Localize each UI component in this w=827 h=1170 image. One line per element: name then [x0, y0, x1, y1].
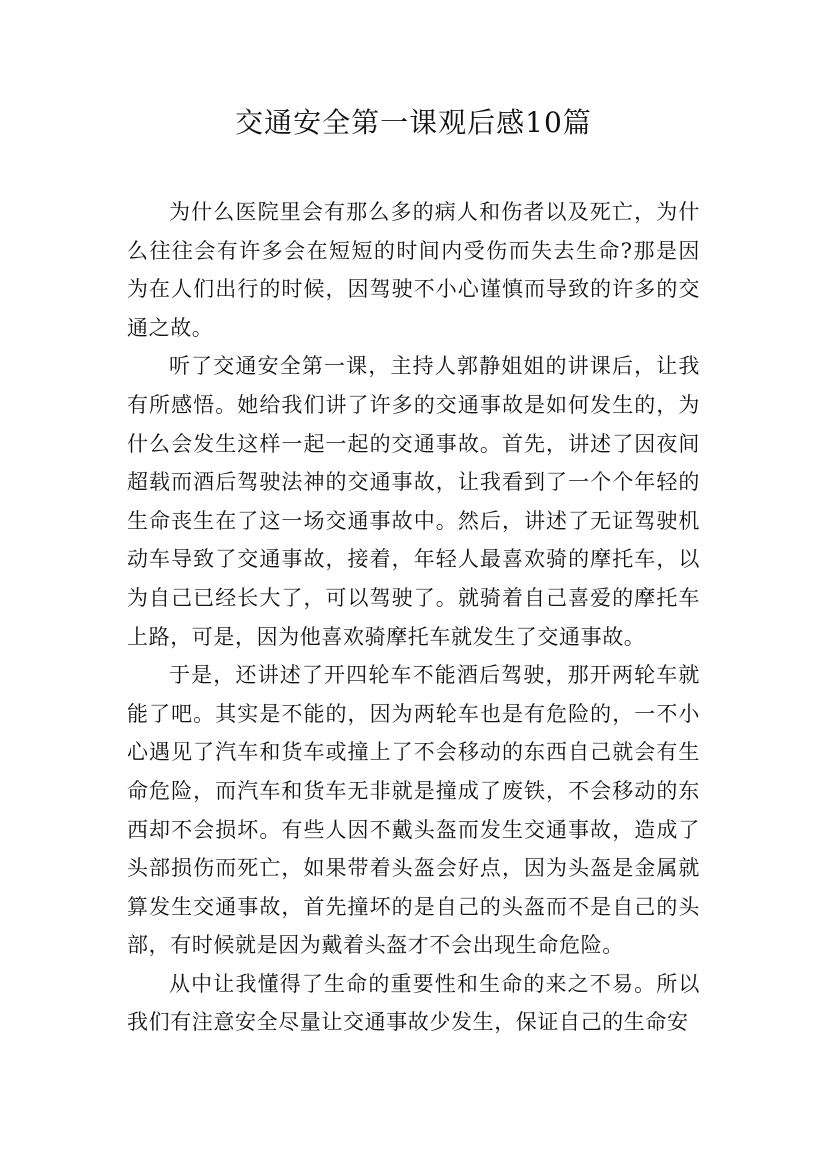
paragraph-1: 为什么医院里会有那么多的病人和伤者以及死亡，为什么往往会有许多会在短短的时间内受伤而失去生命?那是因为在人们出行的时候，因驾驶不小心谨慎而导致的许多的交通之故。 — [127, 200, 700, 340]
paragraph-2: 听了交通安全第一课，主持人郭静姐姐的讲课后，让我有所感悟。她给我们讲了许多的交通事故是如何发生的，为什么会发生这样一起一起的交通事故。首先，讲述了因夜间超载而酒后驾驶法神的交通事故，让我看到了一个个年轻的生命丧生在了这一场交通事故中。然后，讲述了无证驾驶机动车导致了交通事故，接着，年轻人最喜欢骑的摩托车，以为自己已经长大了，可以驾驶了。就骑着自己喜爱的摩托车上路，可是，因为他喜欢骑摩托车就发生了交通事故。 — [127, 354, 700, 649]
paragraph-4: 从中让我懂得了生命的重要性和生命的来之不易。所以我们有注意安全尽量让交通事故少发生，保证自己的生命安 — [127, 971, 700, 1035]
document-title: 交通安全第一课观后感10篇 — [235, 106, 592, 139]
document-body — [127, 193, 700, 1042]
paragraph-3: 于是，还讲述了开四轮车不能酒后驾驶，那开两轮车就能了吧。其实是不能的，因为两轮车也是有危险的，一不小心遇见了汽车和货车或撞上了不会移动的东西自己就会有生命危险，而汽车和货车无非就是撞成了废铁，不会移动的东西却不会损坏。有些人因不戴头盔而发生交通事故，造成了头部损伤而死亡，如果带着头盔会好点，因为头盔是金属就算发生交通事故，首先撞坏的是自己的头盔而不是自己的头部，有时候就是因为戴着头盔才不会出现生命危险。 — [127, 663, 700, 958]
